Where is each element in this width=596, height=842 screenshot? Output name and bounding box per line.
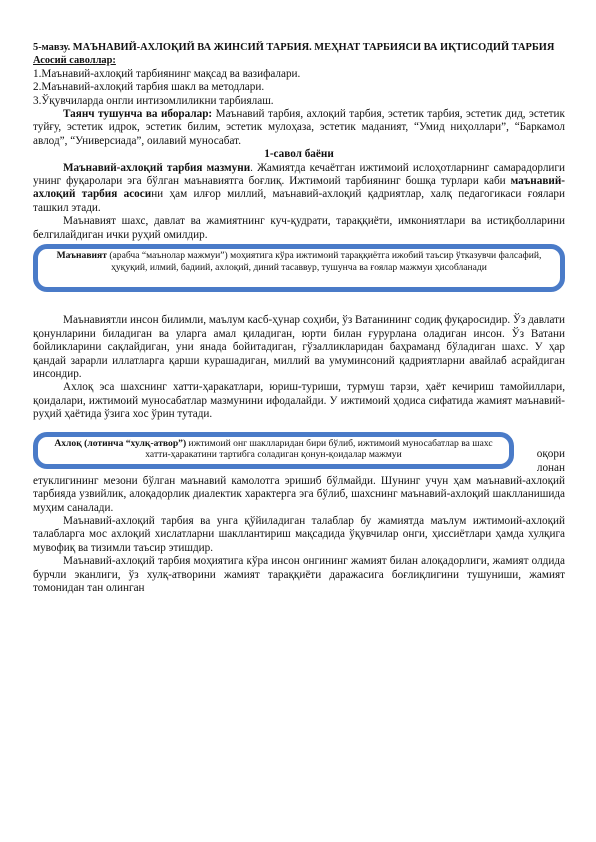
partially-hidden-text: оқори — [536, 447, 565, 460]
overlap-region — [33, 432, 565, 474]
definition-term: Ахлоқ (лотинча “хулқ-атвор”) — [54, 437, 187, 449]
paragraph-spiritual-person: Маънавиятли инсон билимли, маълум касб-ҳунар соҳиби, ўз Ватанининг содиқ фуқаросидир. Ўз давлати қонунларини биладиган ва уларга амал қиладиган, юрти билан ғурурлана оладиган инсон. Ўз Ватани бойликларини сақлайдиган, уни янада бойитадиган, гўзалликларидан баҳраманд бўладиган шахс. У ҳар қандай зарарли иллатларга қарши курашадиган, миллий ва умуминсоний қадриятларни авайлаб асрайдиган инсондир. — [33, 314, 565, 380]
paragraph-spirituality: Маънавият шахс, давлат ва жамиятнинг куч-қудрати, тараққиёти, имкониятлари ва истиқболларини белгилайдиган ички руҳий омилдир. — [33, 215, 565, 241]
definition-text: (арабча “маънолар мажмуи”) моҳиятига кўра ижтимоий тараққиётга ижобий таъсир ўтказувчи фалсафий, ҳуқуқий, илмий, бадиий, ахлоқий, диний тасаввур, тушунча ва ғоялар мажмуи ҳисобланади — [106, 250, 542, 273]
paragraph-essence: Маънавий-ахлоқий тарбия моҳиятига кўра инсон онгининг жамият билан алоқадорлиги, жамият олдида бурчли эканлиги, ўз хулқ-атворини жамият тараққиёти даражасига боғлиқлигини тушуниши, жамият томонидан тан олинган — [33, 555, 565, 594]
paragraph-continuation: етуклигининг мезони бўлган маънавий камолотга эришиб бўлмайди. Шунинг учун ҳам маънавий-ахлоқий тарбияда узвийлик, алоқадорлик диалектик характерга эга бўлиб, шахснинг маънавий-ахлоқий шаклланишида муҳим саналади. — [33, 474, 565, 514]
question-item: 3.Ўқувчиларда онгли интизомлиликни тарбиялаш. — [33, 94, 274, 107]
content-term: Маънавий-ахлоқий тарбия мазмуни — [63, 161, 251, 174]
topic-title: 5-мавзу. МАЪНАВИЙ-АХЛОҚИЙ ВА ЖИНСИЙ ТАРБИЯ. МЕҲНАТ ТАРБИЯСИ ВА ИҚТИСОДИЙ ТАРБИЯ — [33, 42, 555, 53]
section-title: 1-савол баёни — [264, 148, 334, 161]
paragraph-text: . Жамиятда кечаётган ижтимоий ислоҳотларнинг самарадорлиги унинг фуқаролари эга бўлган маънавиятга боғлиқ. Ижтимоий тарбиянинг бошқа турлари каби — [33, 161, 565, 188]
definition-box-spirituality — [33, 244, 565, 292]
keywords-label: Таянч тушунча ва иборалар: — [63, 108, 213, 121]
question-item: 1.Маънавий-ахлоқий тарбиянинг мақсад ва вазифалари. — [33, 67, 301, 80]
partially-hidden-text: лонан — [536, 461, 565, 474]
paragraph-morality: Ахлоқ эса шахснинг хатти-ҳаракатлари, юриш-туриши, турмуш тарзи, ҳаёт кечириш тамойиллари, қоидалари, ижтимоий муносабатлар мазмунини ифодалайди. У ижтимоий ҳодиса сифатида жамият маънавий-руҳий ҳаётида ўзига хос ўрин тутади. — [33, 381, 565, 421]
definition-term: Маънавият — [56, 250, 107, 262]
definition-box-morality — [33, 432, 514, 469]
keywords-text: Маънавий тарбия, ахлоқий тарбия, эстетик тарбия, эстетик дид, эстетик туйғу, эстетик идрок, эстетик билим, эстетик мулоҳаза, эстетик маданият, “Умид ниҳоллари”, “Баркамол авлод”, “Универсиада”, оилавий муносабат. — [33, 108, 565, 147]
paragraph-text: ни ҳам илғор миллий, маънавий-ахлоқий қадриятлар, халқ педагогикаси ғоялари ташкил этади. — [33, 188, 565, 214]
paragraph-content — [33, 162, 565, 216]
basis-term: маънавий-ахлоқий тарбия асоси — [33, 175, 565, 201]
questions-heading: Асосий саволлар: — [33, 55, 116, 67]
question-item: 2.Маънавий-ахлоқий тарбия шакл ва методлари. — [33, 81, 265, 94]
document-page — [33, 42, 565, 595]
keywords-paragraph — [33, 108, 565, 148]
definition-text: ижтимоий онг шаклларидан бири бўлиб, ижтимоий муносабатлар ва шахс хатти-ҳаракатини тартибга соладиган қонун-қоидалар мажмуи — [145, 437, 493, 461]
paragraph-requirements: Маънавий-ахлоқий тарбия ва унга қўйиладиган талаблар бу жамиятда маълум ижтимоий-ахлоқий талабларга мос ахлоқий хислатларни шакллантириш мақсадида ўқувчилар онги, ҳиссиётлари ҳамда хулқига мувофиқ ва тизимли таъсир этишдир. — [33, 514, 565, 554]
